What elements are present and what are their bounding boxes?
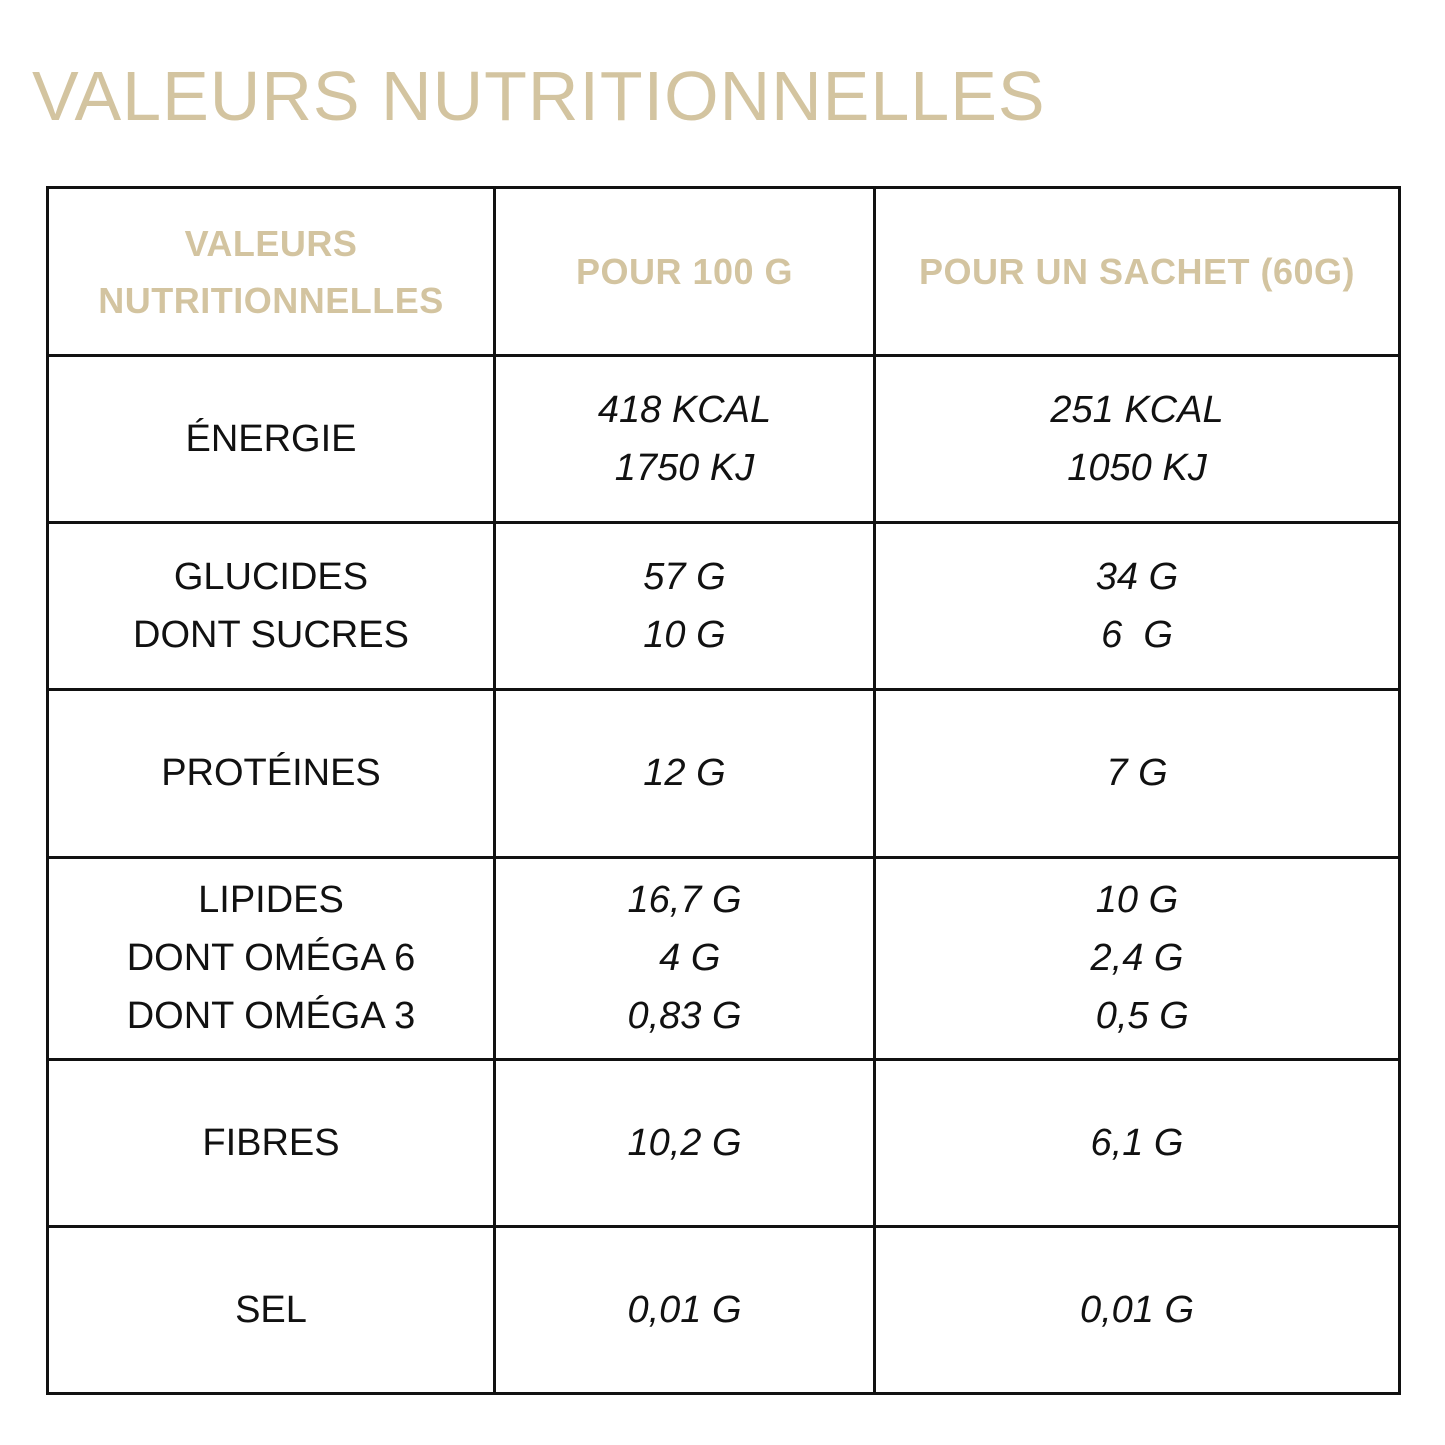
page-title: VALEURS NUTRITIONNELLES [32, 57, 1046, 135]
value-per-sachet [875, 523, 1400, 690]
value-line: 10 G [1095, 879, 1179, 922]
header-line: POUR UN SACHET (60G) [918, 251, 1356, 293]
value-per-100g [495, 1059, 875, 1226]
value-per-sachet [875, 356, 1400, 523]
label-line: DONT OMÉGA 3 [126, 995, 416, 1038]
value-line: 2,4 G [1090, 937, 1184, 980]
value-per-sachet [875, 690, 1400, 857]
table-row-proteines [48, 690, 1400, 857]
label-line: DONT SUCRES [133, 614, 409, 657]
table-row-lipides [48, 857, 1400, 1059]
value-line: 57 G [643, 556, 726, 599]
nutrition-table [46, 186, 1401, 1395]
header-line: VALEURS [184, 222, 358, 264]
value-line: 16,7 G [627, 879, 742, 922]
value-line: 34 G [1095, 556, 1179, 599]
value-line: 7 G [1106, 752, 1168, 795]
value-line: 6 G [1101, 614, 1173, 657]
value-line: 1050 KJ [1067, 447, 1207, 490]
value-line: 0,83 G [627, 995, 742, 1038]
value-line: 1750 KJ [614, 447, 755, 490]
header-valeurs-nutritionnelles [48, 188, 495, 356]
label-line: GLUCIDES [173, 556, 369, 599]
value-line: 4 G [648, 937, 721, 980]
table-header-row [48, 188, 1400, 356]
row-label [48, 690, 495, 857]
value-line: 418 KCAL [597, 389, 772, 432]
header-line: NUTRITIONNELLES [98, 279, 444, 321]
row-label [48, 356, 495, 523]
value-per-100g [495, 1226, 875, 1393]
label-line: PROTÉINES [161, 752, 381, 795]
value-line: 0,01 G [627, 1288, 742, 1331]
value-per-sachet [875, 1226, 1400, 1393]
value-per-100g [495, 857, 875, 1059]
value-line: 0,5 G [1085, 995, 1189, 1038]
value-per-sachet [875, 857, 1400, 1059]
label-line: FIBRES [202, 1121, 340, 1164]
label-line: SEL [235, 1288, 307, 1331]
table-row-fibres [48, 1059, 1400, 1226]
row-label [48, 857, 495, 1059]
value-line: 251 KCAL [1050, 389, 1224, 432]
table-row-energie [48, 356, 1400, 523]
value-line: 10 G [643, 614, 726, 657]
value-per-100g [495, 523, 875, 690]
row-label [48, 1226, 495, 1393]
label-line: DONT OMÉGA 6 [126, 937, 416, 980]
table-row-sel [48, 1226, 1400, 1393]
table-row-glucides [48, 523, 1400, 690]
value-per-sachet [875, 1059, 1400, 1226]
header-pour-100g [495, 188, 875, 356]
value-per-100g [495, 690, 875, 857]
row-label [48, 523, 495, 690]
value-line: 12 G [643, 752, 726, 795]
label-line: ÉNERGIE [185, 418, 357, 461]
label-line: LIPIDES [198, 879, 344, 922]
value-line: 10,2 G [627, 1121, 742, 1164]
value-line: 6,1 G [1090, 1121, 1184, 1164]
row-label [48, 1059, 495, 1226]
value-per-100g [495, 356, 875, 523]
header-line: POUR 100 G [575, 251, 794, 293]
value-line: 0,01 G [1079, 1288, 1195, 1331]
header-pour-un-sachet [875, 188, 1400, 356]
